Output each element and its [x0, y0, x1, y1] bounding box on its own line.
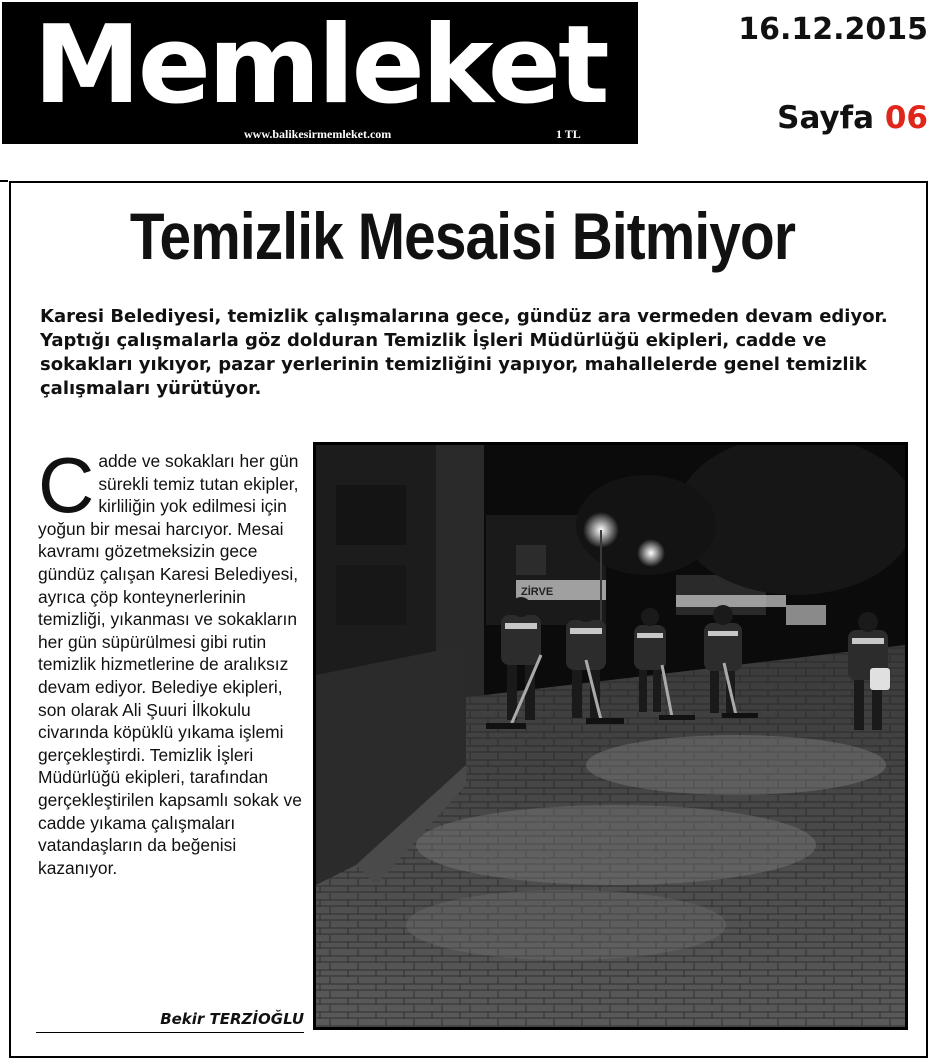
masthead-title: Memleket	[33, 3, 607, 128]
masthead-price: 1 TL	[556, 127, 581, 141]
article-lead: Karesi Belediyesi, temizlik çalışmalarına gece, gündüz ara vermeden devam ediyor. Yaptığı çalışmalarla göz dolduran Temizlik İşleri Müdürlüğü ekipleri, cadde ve sokakları yıkıyor, pazar yerlerinin temizliğini yapıyor, mahallelerde genel temizlik çalışmaları yürütüyor.	[40, 306, 888, 399]
shop-sign-text: ZİRVE	[521, 586, 554, 598]
article-photo	[313, 442, 908, 1030]
drop-cap: C	[38, 441, 95, 529]
issue-date: 16.12.2015	[738, 12, 928, 47]
night-street-cleaning-photo	[316, 445, 905, 1027]
masthead-url: www.balikesirmemleket.com	[244, 127, 392, 141]
page-number-value: 06	[884, 100, 928, 136]
page-label: Sayfa	[777, 100, 875, 136]
corner-mark	[0, 180, 8, 182]
article-body-text: adde ve sokakları her gün sürekli temiz tutan ekipler, kirliliğin yok edilmesi için yoğun bir mesai harcıyor. Mesai kavramı gözetmeksizin gece gündüz çalışan Karesi Belediyesi, ayrıca çöp konteynerlerinin temizliği, yıkanması ve sokakların her gün süpürülmesi gibi rutin temizlik hizmetlerine de aralıksız devam ediyor. Belediye ekipleri, son olarak Ali Şuuri İlkokulu civarında köpüklü yıkama işlemi gerçekleştirdi. Temizlik İşleri Müdürlüğü ekipleri, tarafından gerçekleştirilen kapsamlı sokak ve cadde yıkama çalışmaları vatandaşların da beğenisi kazanıyor.	[38, 451, 302, 878]
article-body	[38, 441, 310, 879]
page-number	[777, 100, 928, 136]
article-headline: Temizlik Mesaisi Bitmiyor	[129, 199, 796, 273]
masthead	[2, 2, 638, 144]
article-byline: Bekir TERZİOĞLU	[36, 1010, 304, 1033]
